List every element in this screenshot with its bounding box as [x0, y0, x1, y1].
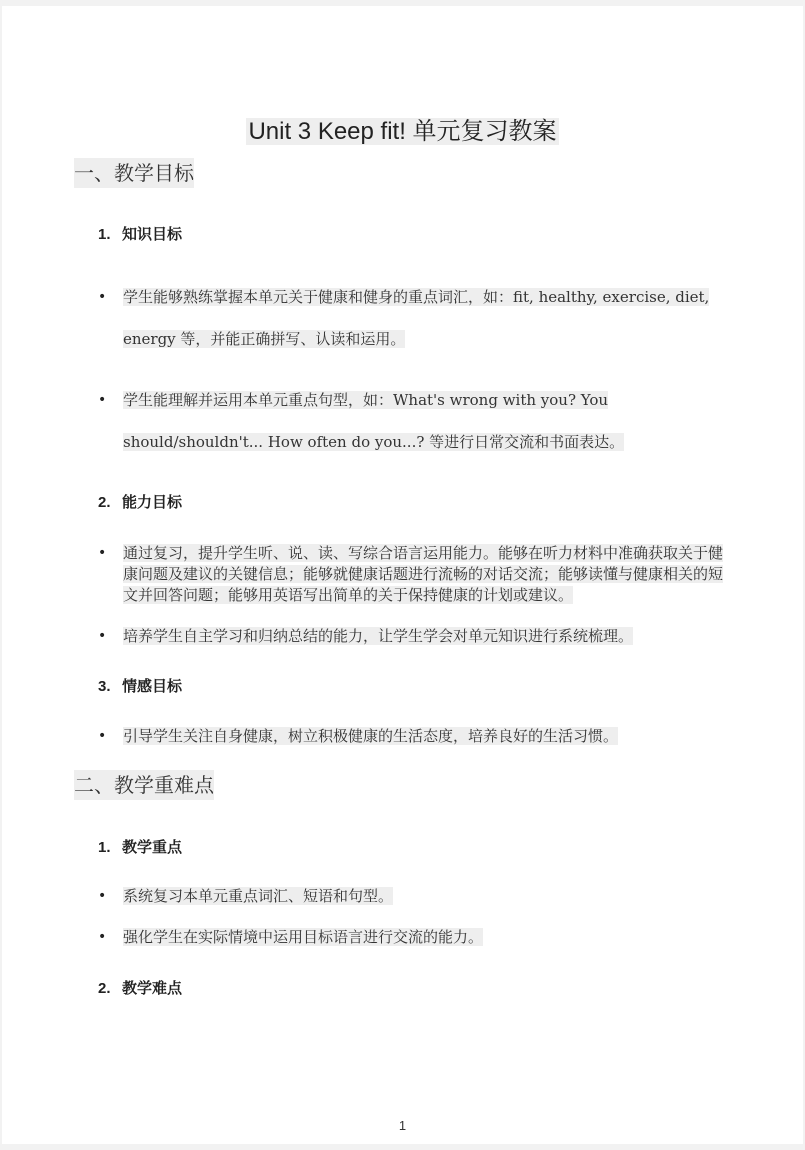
section-heading-objectives: 一、教学目标 [74, 158, 194, 188]
bullet-icon: • [98, 628, 107, 644]
list-item [98, 379, 738, 463]
list-item [98, 276, 738, 360]
bullet-icon: • [98, 728, 107, 744]
subheading-number: 1. [98, 226, 111, 243]
list-item-text: 强化学生在实际情境中运用目标语言进行交流的能力。 [123, 928, 484, 946]
subheading-number: 2. [98, 494, 111, 511]
subheading-number: 2. [98, 980, 111, 997]
list-item-text: 通过复习，提升学生听、说、读、写综合语言运用能力。能够在听力材料中准确获取关于健康问题及建议的关键信息；能够就健康话题进行流畅的对话交流；能够读懂与健康相关的短文并回答问题；能够用英语写出简单的关于保持健康的计划或建议。 [123, 544, 724, 604]
subheading-label: 情感目标 [122, 677, 183, 695]
subheading-focus [98, 836, 182, 859]
document-page [2, 6, 803, 1144]
subheading-label: 教学重点 [122, 838, 183, 856]
subheading-number: 1. [98, 839, 111, 856]
bullet-icon: • [98, 392, 107, 408]
list-item [98, 726, 738, 747]
subheading-emotion [98, 675, 182, 698]
list-item-text: 引导学生关注自身健康，树立积极健康的生活态度，培养良好的生活习惯。 [123, 727, 619, 745]
section-heading-key-points: 二、教学重难点 [74, 770, 214, 800]
subheading-label: 能力目标 [122, 493, 183, 511]
list-item [98, 543, 738, 606]
bullet-icon: • [98, 888, 107, 904]
document-title [2, 116, 803, 148]
title-text: Unit 3 Keep fit! 单元复习教案 [248, 118, 557, 145]
subheading-difficulty [98, 977, 182, 1000]
list-item [98, 927, 738, 948]
list-item-text: 学生能够熟练掌握本单元关于健康和健身的重点词汇，如：fit, healthy, exercise, diet, energy 等，并能正确拼写、认读和运用。 [123, 288, 710, 348]
subheading-label: 教学难点 [122, 979, 183, 997]
list-item [98, 626, 738, 647]
list-item [98, 886, 738, 907]
page-number: 1 [398, 1118, 407, 1133]
list-item-text: 系统复习本单元重点词汇、短语和句型。 [123, 887, 394, 905]
list-item-text: 培养学生自主学习和归纳总结的能力，让学生学会对单元知识进行系统梳理。 [123, 627, 634, 645]
subheading-ability [98, 491, 182, 514]
bullet-icon: • [98, 929, 107, 945]
subheading-number: 3. [98, 678, 111, 695]
list-item-text: 学生能理解并运用本单元重点句型，如：What's wrong with you? You should/shouldn't... How often do you...? 等进行日常交流和书面表达。 [123, 391, 625, 451]
bullet-icon: • [98, 289, 107, 305]
subheading-label: 知识目标 [122, 225, 183, 243]
bullet-icon: • [98, 545, 107, 561]
subheading-knowledge [98, 223, 182, 246]
